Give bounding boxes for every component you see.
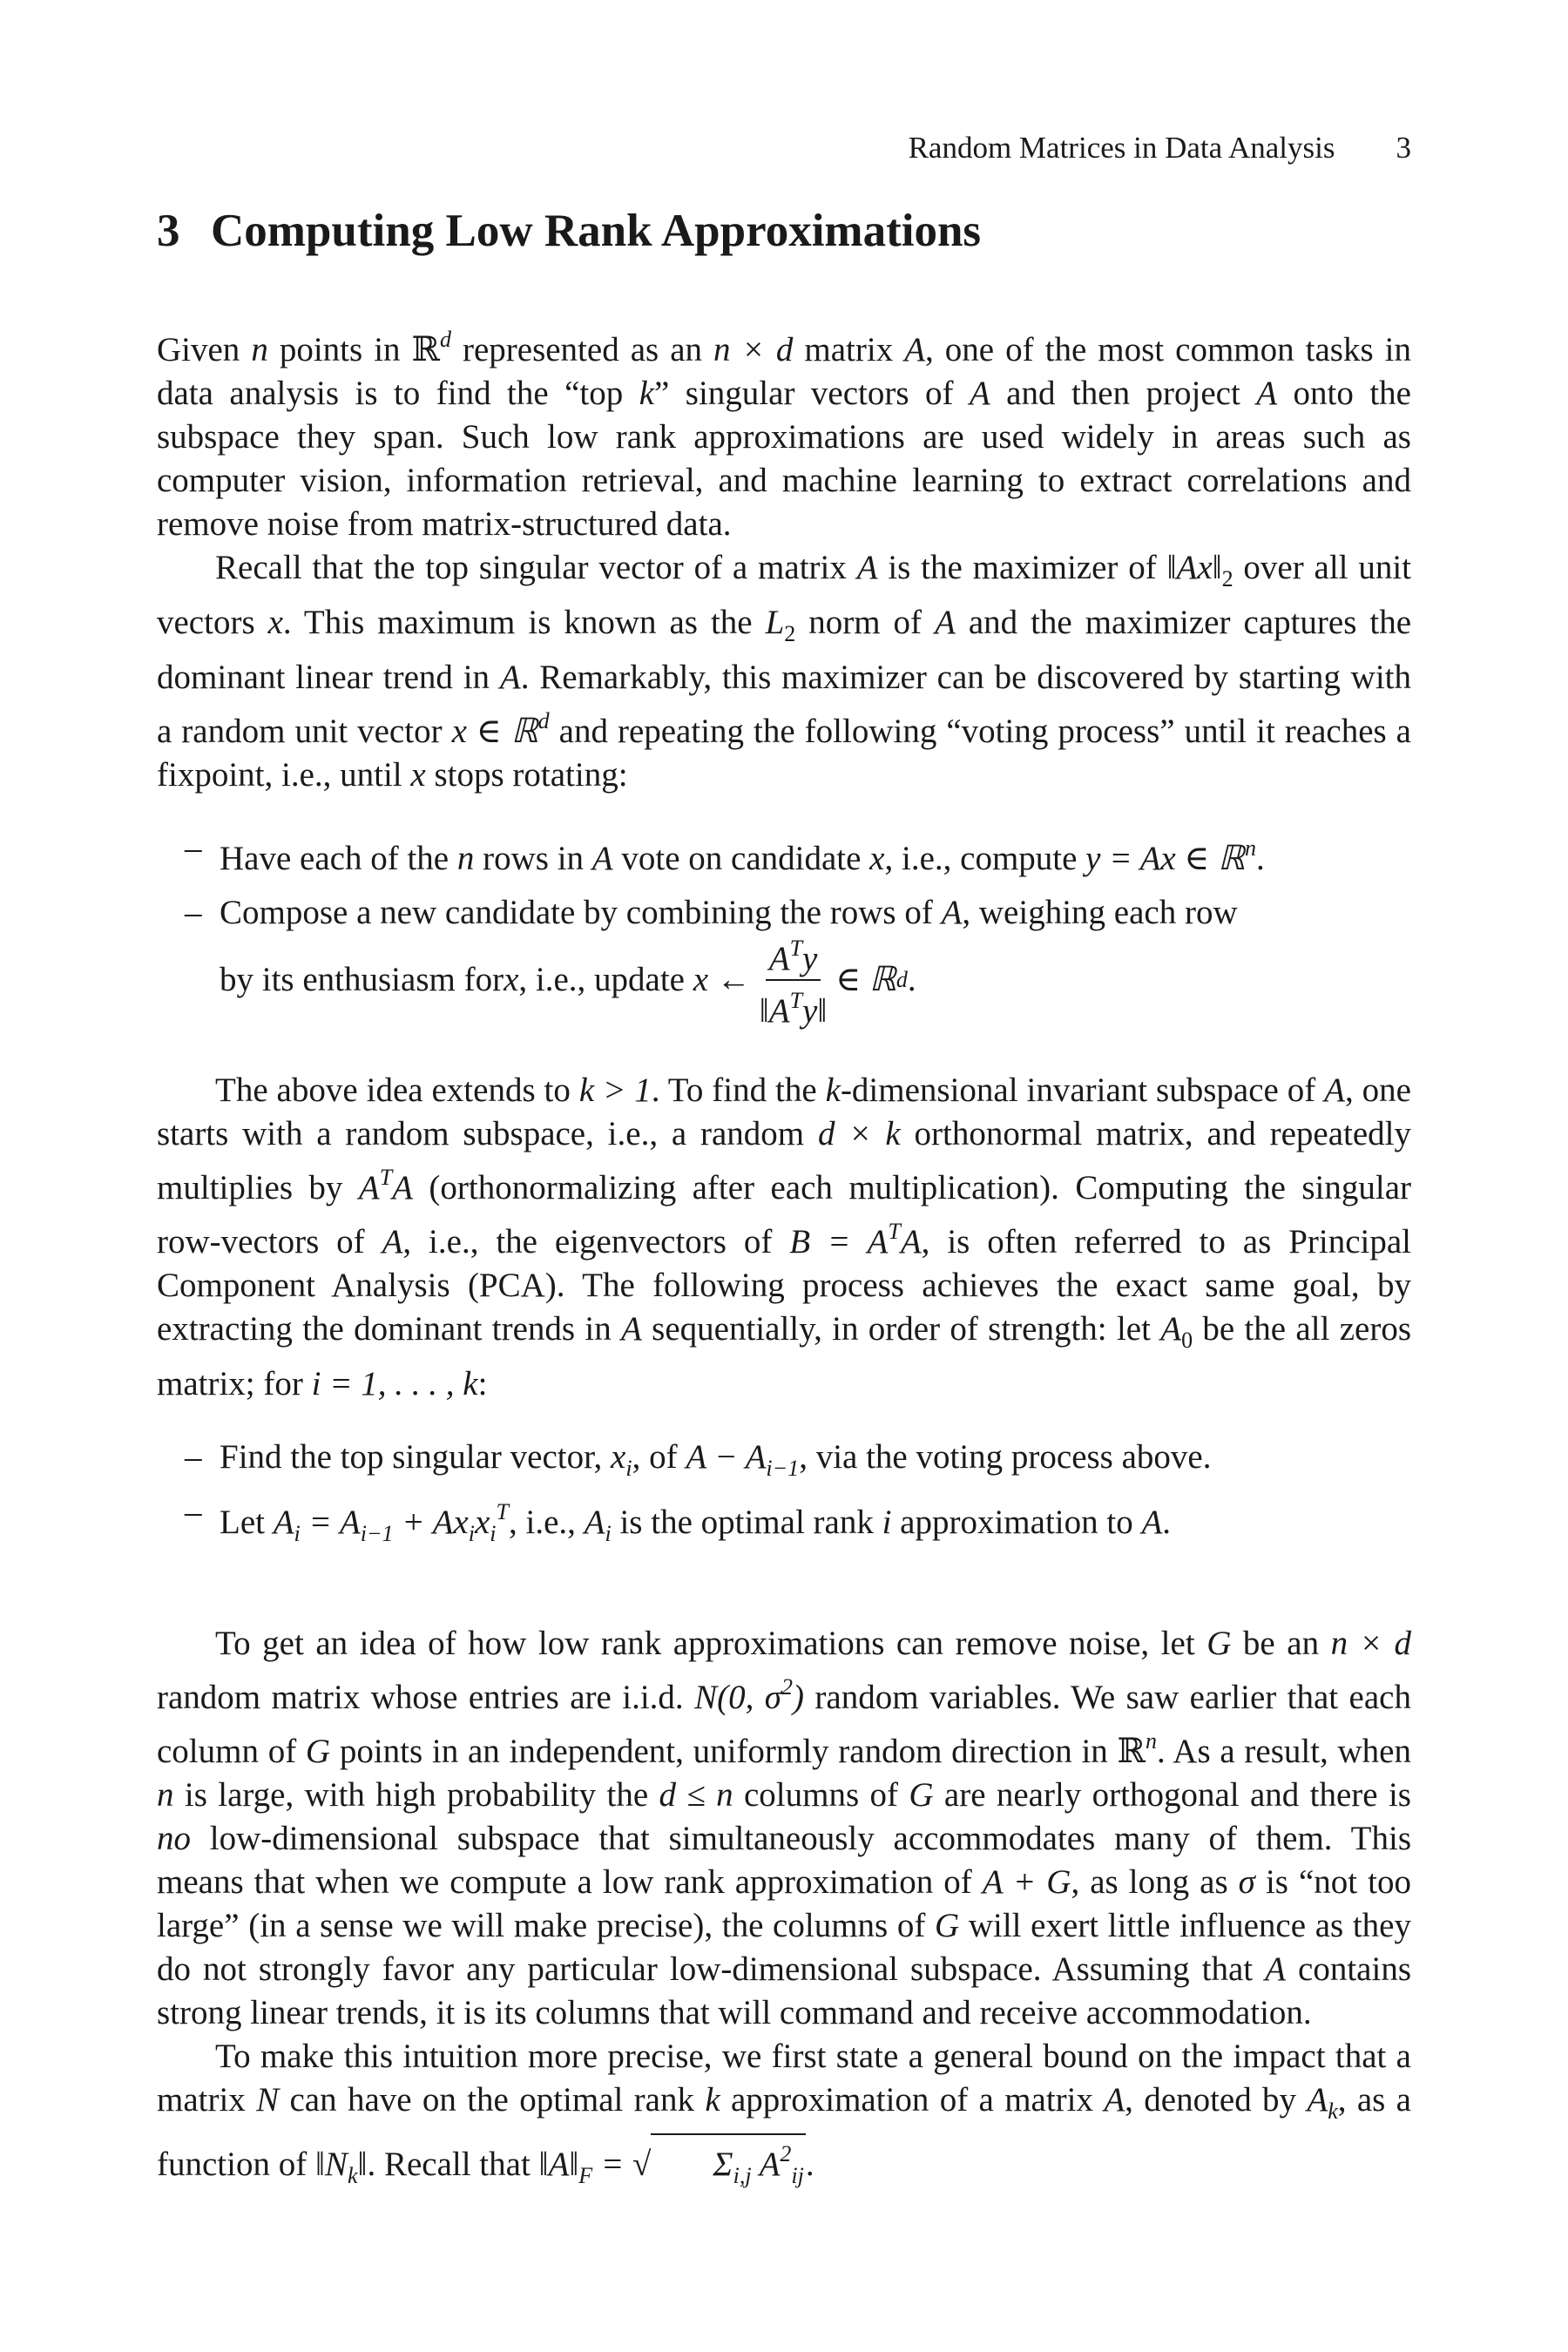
paragraph-intro: Given n points in ℝ$^d$ represented as an n × d matrix A, one of the most common tasks in data analysis is to find the “top k” singular vectors of A and then project A onto the subspace they span. Such low rank approximations are used widely in areas such as computer vision, information retrieval, and machine learning to extract correlations and remove noise from matrix-structured data. [157, 327, 1411, 543]
page-number: 3 [1396, 131, 1411, 165]
page [157, 131, 1411, 2198]
sequential-process-list [157, 1436, 1411, 1556]
section-title: Computing Low Rank Approximations [211, 206, 982, 256]
paragraph-k-dimensional: The above idea extends to k > 1. To find the k-dimensional invariant subspace of A, one starts with a random subspace, i.e., a random d × k orthonormal matrix, and repeatedly multiplies by $A^TA$ (orthonormalizing after each multiplication). Computing the singular row-vectors of A, i.e., the eigenvectors of $B = A^TA$, is often referred to as Principal Component Analysis (PCA). The following process achieves the exact same goal, by extracting the dominant trends in A sequentially, in order of strength: let $A_0$ be the all zeros matrix; for i = 1, . . . , k: [157, 1071, 1411, 1402]
list-item: – Have each of the n rows in A vote on candidate x, i.e., compute y = Ax ∈ ℝ$^n$. [185, 829, 1265, 877]
update-equation: by its enthusiasm for x , i.e., update x ← $\frac{A^Ty}{‖A^Ty‖}$ ∈ ℝ d . [220, 935, 1411, 1025]
fraction: $\frac{A^Ty}{‖A^Ty‖}$ [756, 929, 831, 1031]
running-head [157, 131, 1411, 174]
voting-process-list [157, 827, 1411, 1030]
running-head-title: Random Matrices in Data Analysis [908, 131, 1335, 165]
section-number: 3 [157, 206, 180, 256]
square-root: $\Sigma_{i,j}$ $A^2_{ij}$ [651, 2133, 805, 2193]
paragraph-recall: Recall that the top singular vector of a matrix A is the maximizer of $‖Ax‖_2$ over all unit vectors x. This maximum is known as the $L_2$ norm of A and the maximizer captures the dominant linear trend in A. Remarkably, this maximizer can be discovered by starting with a random unit vector x ∈ ℝ$^d$ and repeating the following “voting process” until it reaches a fixpoint, i.e., until x stops rotating: [157, 549, 1412, 794]
list-item: – Compose a new candidate by combining the rows of A, weighing each row by its enthusiasm for x , i.e., update x ← $\frac{A^Ty}{‖A^Ty‖}$ ∈ ℝ d . [157, 891, 1411, 1025]
paragraph-bound: To make this intuition more precise, we first state a general bound on the impact that a matrix N can have on the optimal rank k approximation of a matrix A, denoted by $A_k$, as a function of $‖N_k‖$. Recall that $‖A‖_F$ = √ $\Sigma_{i,j}$ $A^2_{ij}$. [157, 2035, 1411, 2198]
list-item: – Let $A_i = A_{i-1} + Ax_ix_i^T$, i.e., $A_i$ is the optimal rank i approximation to A. [185, 1493, 1172, 1546]
paragraph-noise: To get an idea of how low rank approximations can remove noise, let G be an n × d random matrix whose entries are i.i.d. N(0, $\sigma^2$) random variables. We saw earlier that each column of G points in an independent, uniformly random direction in ℝ$^n$. As a result, when n is large, with high probability the d ≤ n columns of G are nearly orthogonal and there is no low-dimensional subspace that simultaneously accommodates many of them. This means that when we compute a low rank approximation of A + G, as long as σ is “not too large” (in a sense we will make precise), the columns of G will exert little influence as they do not strongly favor any particular low-dimensional subspace. Assuming that A contains strong linear trends, it is its columns that will command and receive accommodation. [157, 1625, 1412, 2031]
section-heading [157, 205, 1411, 257]
list-item: – Find the top singular vector, $x_i$, of $A - A_{i-1}$, via the voting process above. [185, 1438, 1212, 1481]
